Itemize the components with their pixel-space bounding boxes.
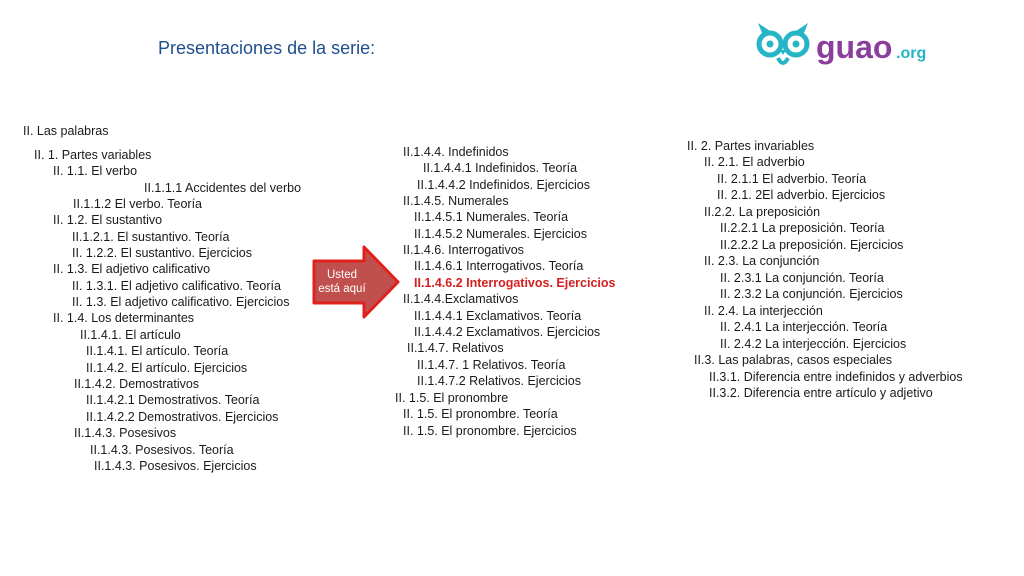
- outline-item: II.1.4.3. Posesivos. Ejercicios: [94, 459, 257, 473]
- outline-item: II.1.4.5.2 Numerales. Ejercicios: [414, 227, 587, 241]
- outline-item: II.1.4.5. Numerales: [403, 194, 509, 208]
- outline-item: II.2.2.1 La preposición. Teoría: [720, 221, 885, 235]
- outline-item: II.1.2.1. El sustantivo. Teoría: [72, 230, 230, 244]
- outline-item: II. 2.1. El adverbio: [704, 155, 805, 169]
- outline-item: II.2.2. La preposición: [704, 205, 821, 219]
- outline-item: II.1.1.1 Accidentes del verbo: [144, 181, 302, 195]
- outline-item: II.1.4.4. Indefinidos: [403, 145, 509, 159]
- outline-item: II.1.4.4.1 Exclamativos. Teoría: [414, 309, 582, 323]
- outline-item: II. 1. Partes variables: [34, 148, 152, 162]
- outline-item: II. 2.4. La interjección: [704, 304, 823, 318]
- outline-item: II.1.4.2. Demostrativos: [74, 377, 200, 391]
- outline-item: II.3.2. Diferencia entre artículo y adjetivo: [709, 386, 933, 400]
- outline-item: II. 1.4. Los determinantes: [53, 311, 195, 325]
- outline-item: II. 2.3.2 La conjunción. Ejercicios: [720, 287, 903, 301]
- outline-item-current: II.1.4.6.2 Interrogativos. Ejercicios: [414, 276, 616, 290]
- outline-item: II.1.4.1. El artículo. Teoría: [86, 344, 229, 358]
- outline-item: II.1.4.7. Relativos: [407, 341, 504, 355]
- outline-item: II. 1.5. El pronombre: [395, 391, 509, 405]
- outline-item: II.1.4.4.1 Indefinidos. Teoría: [423, 161, 578, 175]
- outline-item: II.1.4.7. 1 Relativos. Teoría: [417, 358, 566, 372]
- outline-item: II. 2.4.2 La interjección. Ejercicios: [720, 337, 907, 351]
- outline-item: II. 1.5. El pronombre. Teoría: [403, 407, 558, 421]
- outline-item: II. 2.1.1 El adverbio. Teoría: [717, 172, 867, 186]
- outline-item: II.1.4.6. Interrogativos: [403, 243, 524, 257]
- owl-icon: [758, 23, 808, 63]
- logo-wordmark: guao: [816, 29, 893, 65]
- outline-item: II. 1.2.2. El sustantivo. Ejercicios: [72, 246, 252, 260]
- outline-item: II.1.4.3. Posesivos. Teoría: [90, 443, 234, 457]
- outline-item: II. 2.3. La conjunción: [704, 254, 820, 268]
- outline-item: II.3. Las palabras, casos especiales: [694, 353, 893, 367]
- outline-item: II. 1.5. El pronombre. Ejercicios: [403, 424, 577, 438]
- outline-item: II.3.1. Diferencia entre indefinidos y adverbios: [709, 370, 963, 384]
- outline-item: II.1.4.7.2 Relativos. Ejercicios: [417, 374, 581, 388]
- outline-item: II. 2.4.1 La interjección. Teoría: [720, 320, 888, 334]
- outline-item: II.1.4.5.1 Numerales. Teoría: [414, 210, 569, 224]
- outline-item: II.1.4.6.1 Interrogativos. Teoría: [414, 259, 584, 273]
- outline-item: II.1.4.4.Exclamativos: [403, 292, 519, 306]
- outline-item: II.1.4.4.2 Exclamativos. Ejercicios: [414, 325, 601, 339]
- outline-item: II. 1.3.1. El adjetivo calificativo. Teoría: [72, 279, 281, 293]
- marker-line-1: Usted: [326, 269, 358, 281]
- outline-item: II.1.4.2. El artículo. Ejercicios: [86, 361, 248, 375]
- outline-item: II.1.4.2.2 Demostrativos. Ejercicios: [86, 410, 279, 424]
- outline-item: II.1.4.4.2 Indefinidos. Ejercicios: [417, 178, 591, 192]
- outline-item: II. 2.1. 2El adverbio. Ejercicios: [717, 188, 886, 202]
- logo-suffix: .org: [896, 45, 927, 62]
- outline-item: II.1.4.3. Posesivos: [74, 426, 177, 440]
- outline-item: II. 2.3.1 La conjunción. Teoría: [720, 271, 884, 285]
- page-title: Presentaciones de la serie:: [158, 38, 376, 58]
- you-are-here-arrow: [310, 244, 402, 320]
- outline-item: II.1.1.2 El verbo. Teoría: [73, 197, 203, 211]
- outline-item: II. 1.3. El adjetivo calificativo: [53, 262, 211, 276]
- outline-item: II.1.4.2.1 Demostrativos. Teoría: [86, 393, 260, 407]
- outline-item: II.2.2.2 La preposición. Ejercicios: [720, 238, 904, 252]
- outline-item: II. 1.1. El verbo: [53, 164, 138, 178]
- outline-heading: II. Las palabras: [23, 124, 109, 138]
- marker-line-2: está aquí: [318, 283, 366, 295]
- outline-item: II. 1.3. El adjetivo calificativo. Ejercicios: [72, 295, 290, 309]
- outline-item: II.1.4.1. El artículo: [80, 328, 181, 342]
- outline-item: II. 2. Partes invariables: [687, 139, 815, 153]
- outline-item: II. 1.2. El sustantivo: [53, 213, 163, 227]
- guao-logo[interactable]: [756, 18, 946, 74]
